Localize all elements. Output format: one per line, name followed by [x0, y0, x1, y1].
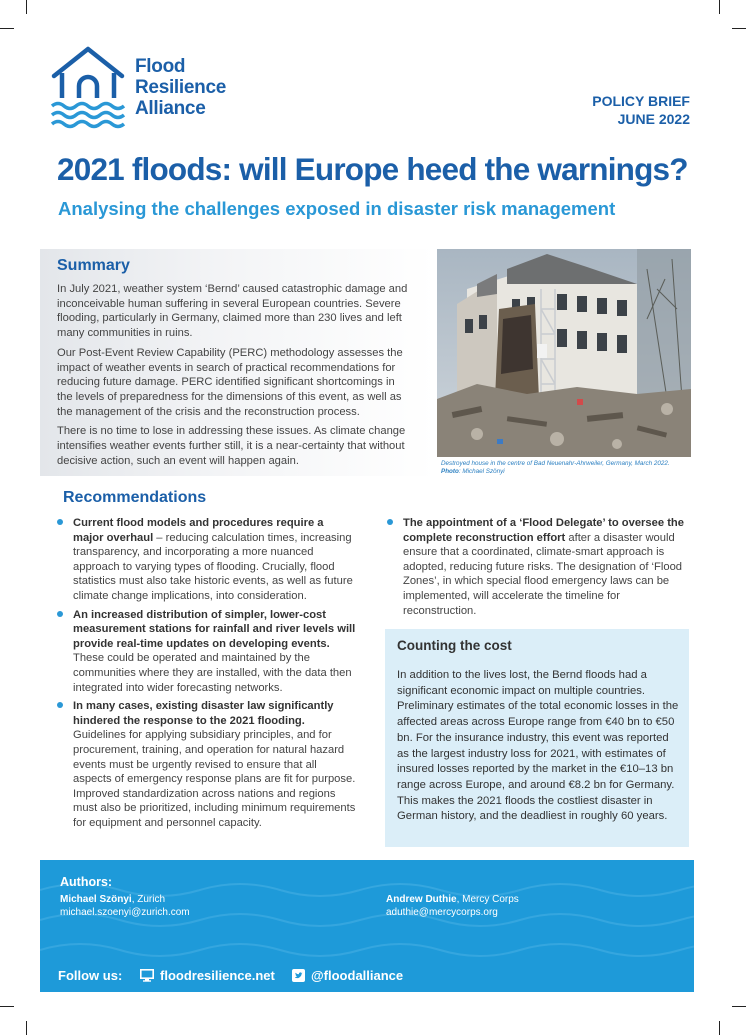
recommendation-lead: Current flood models and procedures require a major overhaul: [73, 517, 324, 544]
recommendation-text: Guidelines for applying subsidiary principles, and for procurement, training, and operation for natural hazard events must be urgently revised to ensure that all aspects of emergency response plans are fit for purpose. Improved standardization across nations and regions must also be prioritized, including minimum requirements for equipment and personnel capacity.: [73, 729, 356, 829]
bullet-icon: [57, 611, 63, 617]
recommendation-lead: The appointment of a ‘Flood Delegate’ to oversee the complete reconstruction effort: [403, 517, 684, 544]
logo-line-3: Alliance: [135, 98, 206, 119]
policy-brief-label: [592, 92, 690, 128]
author-name: Michael Szönyi: [60, 894, 132, 905]
bullet-icon: [387, 519, 393, 525]
authors-label: Authors:: [60, 875, 113, 889]
summary-text: [57, 282, 413, 473]
author-2: [386, 893, 519, 919]
summary-paragraph: There is no time to lose in addressing these issues. As climate change intensifies weather events further still, it is a near-certainty that without decisive action, such an event will happen again.: [57, 425, 406, 467]
monitor-icon: [140, 969, 154, 982]
photo-caption: [441, 460, 693, 476]
recommendation-lead: An increased distribution of simpler, lower-cost measurement stations for rainfall and river levels will provide real-time updates on developing events.: [73, 608, 356, 650]
crop-mark: [719, 0, 720, 14]
crop-mark: [0, 28, 14, 29]
summary-paragraph: In July 2021, weather system ‘Bernd’ caused catastrophic damage and inconceivable human suffering in several European countries. Severe flooding, particularly in Germany, claimed more than 230 lives and left many communities in ruins.: [57, 283, 408, 340]
crop-mark: [732, 1006, 746, 1007]
list-item: [57, 608, 357, 696]
author-email[interactable]: michael.szoenyi@zurich.com: [60, 907, 190, 918]
summary-box: [40, 249, 435, 476]
recommendations-list-continued: [387, 516, 689, 622]
recommendation-text: These could be operated and maintained by the communities where they are installed, with the data then integrated into wider forecasting networks.: [73, 652, 352, 694]
list-item: [57, 699, 357, 830]
author-1: [60, 893, 190, 919]
crop-mark: [719, 1021, 720, 1035]
list-item: [57, 516, 357, 604]
logo-line-2: Resilience: [135, 77, 226, 98]
photo-illustration: [437, 249, 691, 457]
house-waves-icon: [50, 46, 128, 130]
recommendation-text: – reducing calculation times, increasing transparency, and incorporating a more nuanced approach to varying types of flooding. Crucially, flood statistics must also take historic events, as well as future climate change implications, into consideration.: [73, 531, 353, 602]
author-email[interactable]: aduthie@mercycorps.org: [386, 907, 498, 918]
recommendations-heading: Recommendations: [63, 489, 207, 506]
recommendation-text: after a disaster would ensure that a coordinated, climate-smart approach is adopted, reducing future risks. The designation of ‘Flood Zones’, in which special flood emergency laws can be implemented, will accelerate the timeline for reconstruction.: [403, 531, 683, 617]
bullet-icon: [57, 702, 63, 708]
page-title: 2021 floods: will Europe heed the warnings?: [57, 151, 688, 187]
logo-text: [135, 56, 226, 119]
list-item: [387, 516, 689, 618]
caption-text: Destroyed house in the centre of Bad Neuenahr-Ahrweiler, Germany, March 2022.: [441, 460, 670, 467]
author-org: , Zurich: [131, 894, 166, 905]
crop-mark: [732, 28, 746, 29]
website-link[interactable]: [140, 968, 275, 983]
crop-mark: [0, 1006, 14, 1007]
brief-date: JUNE 2022: [617, 111, 690, 127]
recommendation-lead: In many cases, existing disaster law significantly hindered the response to the 2021 flooding.: [73, 700, 334, 727]
summary-paragraph: Our Post-Event Review Capability (PERC) methodology assesses the impact of weather events in search of practical recommendations for reducing future damage. PERC identified significant shortcomings in the levels of preparedness for the dimensions of this event, as well as the management of the crisis and the reconstruction process.: [57, 346, 403, 418]
photo-credit-label: Photo: [441, 468, 459, 475]
photo-credit: : Michael Szönyi: [458, 468, 505, 475]
crop-mark: [26, 0, 27, 14]
twitter-icon: [292, 969, 305, 982]
bullet-icon: [57, 519, 63, 525]
twitter-link[interactable]: [292, 968, 403, 983]
recommendations-list: [57, 516, 357, 834]
destroyed-house-photo: [437, 249, 691, 457]
crop-mark: [26, 1021, 27, 1035]
cost-heading: Counting the cost: [397, 638, 512, 653]
twitter-handle: @floodalliance: [311, 968, 404, 983]
counting-the-cost-box: [385, 629, 689, 847]
author-name: Andrew Duthie: [386, 894, 457, 905]
logo-line-1: Flood: [135, 56, 186, 77]
summary-heading: Summary: [57, 257, 130, 274]
brief-type: POLICY BRIEF: [592, 93, 690, 109]
author-org: , Mercy Corps: [456, 894, 519, 905]
cost-text: In addition to the lives lost, the Bernd floods had a significant economic impact on multiple countries. Preliminary estimates of the total economic losses in the affected areas across Europe range from €40 bn to €50 bn. For the insurance industry, this event was reported as the largest industry loss for 2021, with estimates of insured losses reported by the market in the €10–13 bn range across Europe, and around €8.2 bn for Germany. This makes the 2021 floods the costliest disaster in German history, and the deadliest in roughly 60 years.: [397, 669, 679, 823]
footer-banner: [40, 860, 694, 992]
page-subtitle: Analysing the challenges exposed in disaster risk management: [58, 198, 616, 219]
flood-resilience-logo: [50, 46, 240, 130]
website-text: floodresilience.net: [160, 968, 275, 983]
follow-us-label: Follow us:: [58, 968, 123, 983]
